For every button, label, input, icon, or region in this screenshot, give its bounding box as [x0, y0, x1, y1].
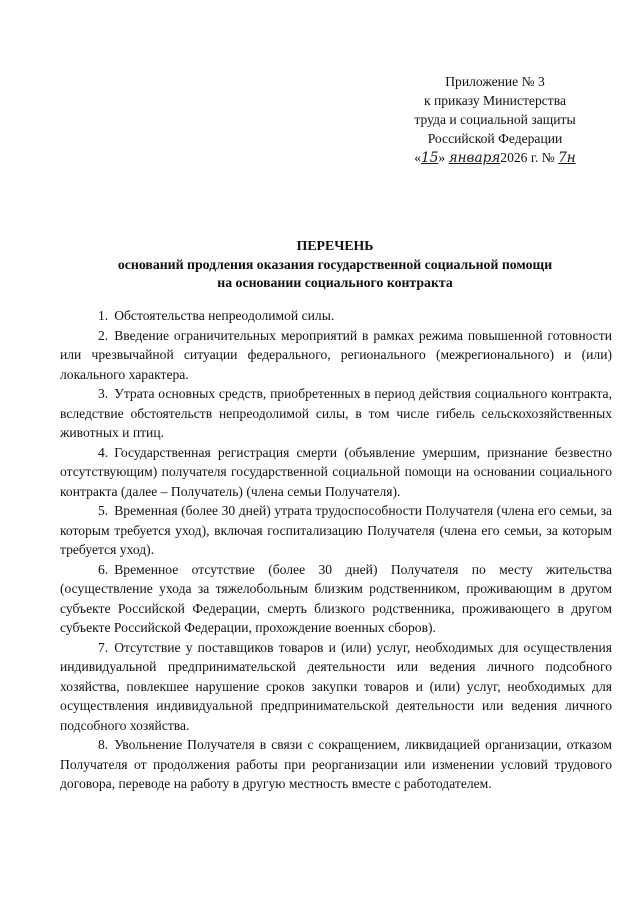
list-item — [60, 638, 612, 736]
order-date-line — [380, 148, 610, 168]
date-open-quote: « — [414, 150, 422, 165]
handwritten-day: 15 — [421, 150, 439, 166]
list-item — [60, 560, 612, 638]
appendix-line-4: Российской Федерации — [427, 131, 563, 146]
list-item — [60, 735, 612, 794]
item-text: Увольнение Получателя в связи с сокращением, ликвидацией организации, отказом Получателя от продолжения работы при реорганизации или изменении условий трудового договора, переводе на работу в другую местность вместе с работодателем. — [60, 737, 612, 791]
document-title — [60, 237, 610, 292]
item-number: 7. — [98, 639, 109, 655]
item-number: 2. — [98, 327, 109, 343]
appendix-header — [380, 72, 610, 168]
appendix-line-3: труда и социальной защиты — [414, 112, 576, 127]
item-text: Утрата основных средств, приобретенных в период действия социального контракта, вследствие обстоятельств непреодолимой силы, в том числе гибель сельскохозяйственных животных и птиц. — [60, 386, 612, 440]
item-number: 6. — [98, 561, 109, 577]
item-text: Обстоятельства непреодолимой силы. — [114, 308, 335, 323]
item-text: Отсутствие у поставщиков товаров и (или) услуг, необходимых для осуществления индивидуальной предпринимательской деятельности или ведения личного подсобного хозяйства, повлекшее нарушение сроков закупки товаров и (или) услуг, необходимых для осуществления индивидуальной предпринимательской деятельности или ведения личного подсобного хозяйства. — [60, 639, 612, 733]
item-number: 4. — [98, 444, 109, 460]
item-number: 5. — [98, 503, 109, 518]
appendix-line-1: Приложение № 3 — [445, 74, 545, 89]
item-number: 1. — [98, 308, 109, 323]
date-close-quote: » — [438, 150, 446, 165]
title-main: ПЕРЕЧЕНЬ — [296, 238, 374, 253]
item-text: Временная (более 30 дней) утрата трудоспособности Получателя (члена его семьи, за которым требуется уход), включая госпитализацию Получателя (члена его семьи, за которым требуется уход). — [60, 503, 612, 557]
handwritten-month: января — [448, 150, 501, 166]
list-item — [60, 306, 612, 326]
item-number: 3. — [98, 386, 109, 401]
item-text: Временное отсутствие (более 30 дней) Получателя по месту жительства (осуществление ухода за тяжелобольным близким родственником, проживающим в другом субъекте Российской Федерации, смерть близкого родственника, проживающего в другом субъекте Российской Федерации, прохождение военных сборов). — [60, 561, 612, 635]
list-item — [60, 501, 612, 560]
date-year-text: 2026 г. № — [500, 150, 555, 165]
appendix-line-2: к приказу Министерства — [423, 93, 567, 108]
title-line-1: оснований продления оказания государственной социальной помощи — [117, 257, 553, 272]
item-text: Введение ограничительных мероприятий в рамках режима повышенной готовности или чрезвычайной ситуации федерального, регионального (межрегионального) и (или) локального характера. — [60, 327, 612, 382]
item-text: Государственная регистрация смерти (объявление умершим, признание безвестно отсутствующим) получателя государственной социальной помощи на основании социального контракта (далее – Получатель) (члена семьи Получателя). — [60, 444, 612, 499]
handwritten-order-number: 7н — [558, 150, 576, 166]
title-line-2: на основании социального контракта — [217, 275, 453, 290]
list-item — [60, 384, 612, 443]
item-number: 8. — [98, 737, 109, 752]
list-item — [60, 443, 612, 502]
grounds-list — [60, 306, 612, 794]
list-item — [60, 326, 612, 385]
